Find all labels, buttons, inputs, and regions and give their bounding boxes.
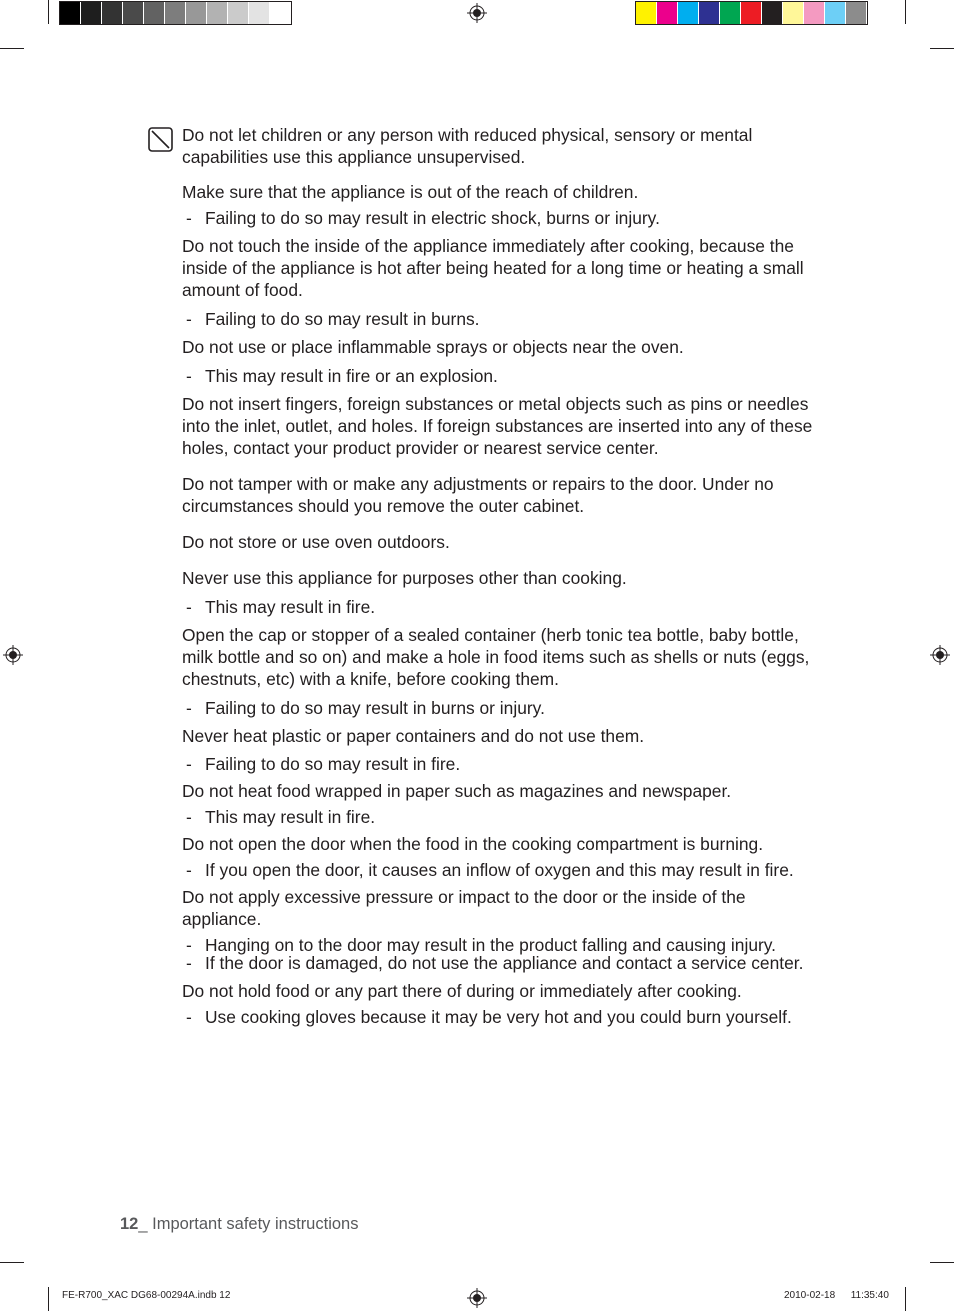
instruction-consequence bbox=[186, 953, 822, 973]
color-swatch bbox=[636, 2, 657, 24]
page-number: 12 bbox=[120, 1215, 139, 1233]
color-swatch bbox=[165, 2, 186, 24]
color-swatch bbox=[846, 2, 867, 24]
instruction-text: Never use this appliance for purposes other than cooking. bbox=[182, 568, 627, 588]
color-swatch bbox=[186, 2, 207, 24]
crop-mark bbox=[930, 1262, 954, 1263]
color-swatch bbox=[699, 2, 720, 24]
instruction-consequence bbox=[186, 698, 822, 718]
color-swatch bbox=[762, 2, 783, 24]
crop-mark bbox=[930, 48, 954, 49]
instruction-item bbox=[182, 886, 822, 973]
bullet-dash: - bbox=[186, 309, 192, 329]
instruction-item bbox=[182, 780, 822, 827]
registration-target-icon bbox=[467, 1288, 487, 1308]
instruction-text: Do not tamper with or make any adjustments or repairs to the door. Under no circumstances should you remove the outer cabinet. bbox=[182, 474, 774, 516]
instruction-item bbox=[182, 567, 822, 617]
instruction-text: Do not heat food wrapped in paper such as magazines and newspaper. bbox=[182, 781, 732, 801]
bullet-dash: - bbox=[186, 860, 192, 880]
color-swatch bbox=[783, 2, 804, 24]
consequence-text: If the door is damaged, do not use the appliance and contact a service center. bbox=[205, 953, 804, 973]
instruction-text: Do not use or place inflammable sprays or objects near the oven. bbox=[182, 337, 684, 357]
registration-target-icon bbox=[467, 3, 487, 23]
registration-target-icon bbox=[3, 645, 23, 665]
instruction-text: Do not store or use oven outdoors. bbox=[182, 532, 450, 552]
color-swatch bbox=[207, 2, 228, 24]
instruction-consequence bbox=[186, 309, 822, 329]
color-swatch bbox=[102, 2, 123, 24]
consequence-text: Failing to do so may result in burns. bbox=[205, 309, 480, 329]
color-swatch bbox=[81, 2, 102, 24]
instruction-text: Do not open the door when the food in the cooking compartment is burning. bbox=[182, 834, 764, 854]
footer-separator: _ bbox=[138, 1215, 153, 1233]
instruction-item bbox=[182, 124, 822, 168]
bullet-dash: - bbox=[186, 698, 192, 718]
bullet-dash: - bbox=[186, 935, 192, 955]
color-swatch bbox=[60, 2, 81, 24]
page-footer bbox=[120, 1215, 358, 1234]
color-swatch bbox=[228, 2, 249, 24]
instruction-item bbox=[182, 624, 822, 718]
color-swatch bbox=[270, 2, 291, 24]
instruction-text: Make sure that the appliance is out of the reach of children. bbox=[182, 182, 639, 202]
color-swatch bbox=[825, 2, 846, 24]
bullet-dash: - bbox=[186, 208, 192, 228]
color-swatch bbox=[741, 2, 762, 24]
bullet-dash: - bbox=[186, 1007, 192, 1027]
slug-filename: FE-R700_XAC DG68-00294A.indb 12 bbox=[62, 1290, 231, 1301]
bullet-dash: - bbox=[186, 597, 192, 617]
prohibition-icon bbox=[148, 127, 173, 152]
instruction-item bbox=[182, 393, 822, 459]
consequence-text: Failing to do so may result in fire. bbox=[205, 754, 461, 774]
crop-mark bbox=[905, 0, 906, 24]
bullet-dash: - bbox=[186, 807, 192, 827]
instruction-item bbox=[182, 181, 822, 228]
instruction-consequence bbox=[186, 754, 822, 774]
crop-mark bbox=[0, 1262, 24, 1263]
color-swatch bbox=[657, 2, 678, 24]
instruction-consequence bbox=[186, 807, 822, 827]
process-color-bar bbox=[635, 1, 868, 25]
instruction-item bbox=[182, 235, 822, 329]
registration-target-icon bbox=[930, 645, 950, 665]
consequence-text: This may result in fire or an explosion. bbox=[205, 366, 498, 386]
instruction-text: Do not touch the inside of the appliance immediately after cooking, because the inside of the appliance is hot after being heated for a long time or heating a small amount of food. bbox=[182, 236, 804, 300]
grayscale-color-bar bbox=[59, 1, 292, 25]
consequence-text: This may result in fire. bbox=[205, 597, 376, 617]
consequence-text: Use cooking gloves because it may be very hot and you could burn yourself. bbox=[205, 1007, 792, 1027]
instruction-item bbox=[182, 336, 822, 386]
consequence-text: If you open the door, it causes an inflow of oxygen and this may result in fire. bbox=[205, 860, 794, 880]
bullet-dash: - bbox=[186, 953, 192, 973]
color-swatch bbox=[123, 2, 144, 24]
instruction-consequence bbox=[186, 597, 822, 617]
color-swatch bbox=[678, 2, 699, 24]
consequence-text: This may result in fire. bbox=[205, 807, 376, 827]
instruction-consequence bbox=[186, 1007, 822, 1027]
instruction-consequence bbox=[186, 860, 822, 880]
instruction-text: Never heat plastic or paper containers and do not use them. bbox=[182, 726, 645, 746]
instruction-text: Do not let children or any person with reduced physical, sensory or mental capabilities use this appliance unsupervised. bbox=[182, 125, 753, 167]
instruction-text: Do not insert fingers, foreign substances or metal objects such as pins or needles into the inlet, outlet, and holes. If foreign substances are inserted into any of these holes, contact your product provider or nearest service center. bbox=[182, 394, 813, 458]
safety-instructions bbox=[182, 124, 822, 1027]
crop-mark bbox=[48, 0, 49, 24]
slug-timestamp: 2010-02-18 11:35:40 bbox=[784, 1290, 889, 1301]
color-swatch bbox=[804, 2, 825, 24]
crop-mark bbox=[48, 1287, 49, 1311]
crop-mark bbox=[905, 1287, 906, 1311]
instruction-item bbox=[182, 725, 822, 774]
consequence-text: Hanging on to the door may result in the product falling and causing injury. bbox=[205, 935, 777, 955]
consequence-text: Failing to do so may result in electric shock, burns or injury. bbox=[205, 208, 660, 228]
instruction-item bbox=[182, 980, 822, 1027]
color-swatch bbox=[249, 2, 270, 24]
color-swatch bbox=[720, 2, 741, 24]
crop-mark bbox=[0, 48, 24, 49]
color-swatch bbox=[144, 2, 165, 24]
instruction-text: Open the cap or stopper of a sealed container (herb tonic tea bottle, baby bottle, milk bottle and so on) and make a hole in food items such as shells or nuts (eggs, chestnuts, etc) with a knife, before cooking them. bbox=[182, 625, 810, 689]
instruction-item bbox=[182, 473, 822, 517]
instruction-consequence bbox=[186, 208, 822, 228]
instruction-text: Do not apply excessive pressure or impact to the door or the inside of the appliance. bbox=[182, 887, 746, 929]
instruction-text: Do not hold food or any part there of during or immediately after cooking. bbox=[182, 981, 742, 1001]
instruction-item bbox=[182, 833, 822, 880]
consequence-text: Failing to do so may result in burns or injury. bbox=[205, 698, 545, 718]
instruction-consequence bbox=[186, 935, 822, 955]
instruction-consequence bbox=[186, 366, 822, 386]
instruction-item bbox=[182, 531, 822, 553]
section-title: Important safety instructions bbox=[152, 1215, 359, 1233]
bullet-dash: - bbox=[186, 754, 192, 774]
bullet-dash: - bbox=[186, 366, 192, 386]
